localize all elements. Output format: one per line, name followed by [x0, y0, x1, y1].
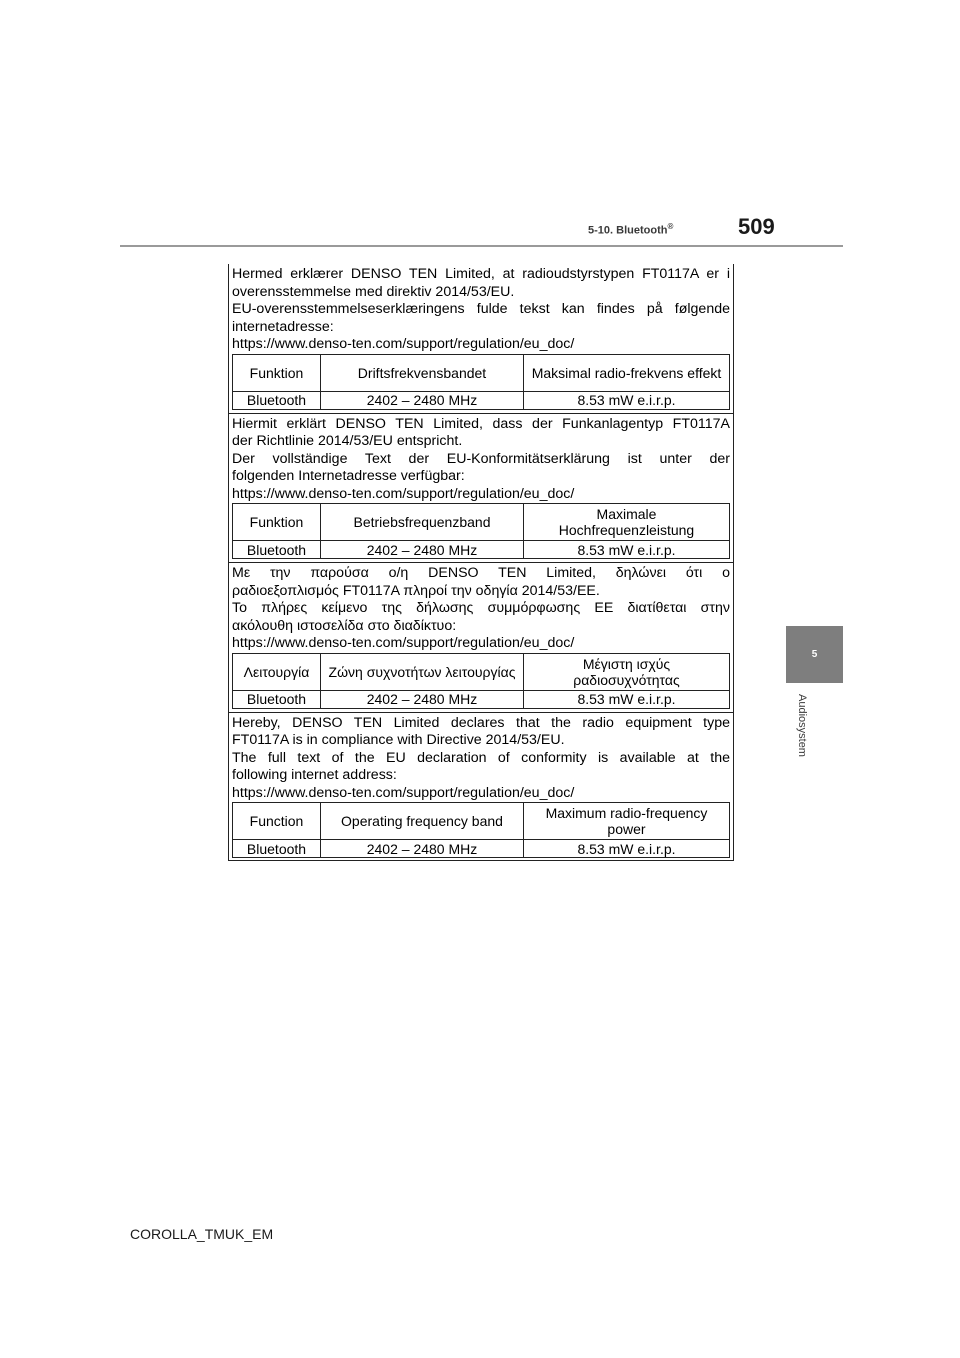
header-cell-power: Maximum radio-frequency power — [524, 803, 730, 840]
header-cell-power: Μέγιστη ισχύς ραδιοσυχνότητας — [524, 653, 730, 690]
declaration-danish — [229, 264, 733, 410]
header-cell-power: Maximale Hochfrequenzleistung — [524, 504, 730, 541]
header-divider — [120, 245, 843, 247]
declaration-line: der Richtlinie 2014/53/EU entspricht. — [232, 433, 463, 449]
cell-band: 2402 – 2480 MHz — [321, 541, 524, 559]
cell-function: Bluetooth — [233, 391, 321, 409]
declaration-line: The full text of the EU declaration of conformity is available at the — [232, 749, 730, 766]
declaration-german — [229, 413, 733, 560]
page-number: 509 — [738, 214, 775, 239]
header-cell-function: Funktion — [233, 354, 321, 391]
cell-function: Bluetooth — [233, 541, 321, 559]
spec-table — [232, 653, 730, 709]
header-cell-band: Ζώνη συχνοτήτων λειτουργίας — [321, 653, 524, 690]
declaration-line: folgenden Internetadresse verfügbar: — [232, 468, 465, 484]
declaration-line: FT0117A is in compliance with Directive 2014/53/EU. — [232, 732, 565, 748]
spec-table — [232, 503, 730, 559]
cell-band: 2402 – 2480 MHz — [321, 840, 524, 858]
cell-power: 8.53 mW e.i.r.p. — [524, 690, 730, 708]
declaration-line: Με την παρούσα ο/η DENSO TEN Limited, δηλώνει ότι ο — [232, 565, 730, 581]
declaration-line: Hermed erklærer DENSO TEN Limited, at radioudstyrstypen FT0117A er i — [232, 266, 730, 282]
declaration-line: EU-overensstemmelseserklæringens fulde tekst kan findes på følgende — [232, 301, 730, 317]
registered-mark: ® — [667, 222, 674, 231]
section-title: 5-10. Bluetooth® — [588, 222, 674, 237]
declaration-english — [229, 712, 733, 859]
declaration-line: internetadresse: — [232, 318, 334, 335]
declaration-url[interactable]: https://www.denso-ten.com/support/regulation/eu_doc/ — [232, 784, 575, 801]
declaration-line: ραδιοεξοπλισμός FT0117A πληροί την οδηγία 2014/53/ΕΕ. — [232, 582, 600, 599]
cell-band: 2402 – 2480 MHz — [321, 690, 524, 708]
header-cell-band: Operating frequency band — [321, 803, 524, 840]
header-cell-band: Driftsfrekvensbandet — [321, 354, 524, 391]
header-cell-function: Funktion — [233, 504, 321, 541]
cell-power: 8.53 mW e.i.r.p. — [524, 391, 730, 409]
declaration-line: Hiermit erklärt DENSO TEN Limited, dass der Funkanlagentyp FT0117A — [232, 415, 730, 432]
header-cell-band: Betriebsfrequenzband — [321, 504, 524, 541]
spec-table — [232, 354, 730, 410]
document-code: COROLLA_TMUK_EM — [130, 1226, 274, 1242]
declaration-url[interactable]: https://www.denso-ten.com/support/regulation/eu_doc/ — [232, 635, 575, 651]
header-cell-function: Function — [233, 803, 321, 840]
chapter-label: Audiosystem — [796, 694, 808, 757]
cell-power: 8.53 mW e.i.r.p. — [524, 840, 730, 858]
chapter-tab[interactable]: 5 — [786, 626, 843, 683]
declaration-line: ακόλουθη ιστοσελίδα στο διαδίκτυο: — [232, 617, 457, 634]
cell-band: 2402 – 2480 MHz — [321, 391, 524, 409]
header-cell-function: Λειτουργία — [233, 653, 321, 690]
cell-function: Bluetooth — [233, 840, 321, 858]
declaration-line: Το πλήρες κείμενο της δήλωσης συμμόρφωσης ΕΕ διατίθεται στην — [232, 600, 730, 616]
cell-power: 8.53 mW e.i.r.p. — [524, 541, 730, 559]
declaration-greek — [229, 562, 733, 709]
cell-function: Bluetooth — [233, 690, 321, 708]
declaration-url[interactable]: https://www.denso-ten.com/support/regulation/eu_doc/ — [232, 336, 575, 352]
declaration-box — [228, 264, 734, 861]
header-cell-power: Maksimal radio-frekvens effekt — [524, 354, 730, 391]
spec-table — [232, 802, 730, 858]
declaration-line: Der vollständige Text der EU-Konformitätserklärung ist unter der — [232, 450, 730, 467]
declaration-line: overensstemmelse med direktiv 2014/53/EU. — [232, 283, 515, 300]
declaration-url[interactable]: https://www.denso-ten.com/support/regulation/eu_doc/ — [232, 485, 575, 502]
declaration-line: following internet address: — [232, 767, 397, 783]
declaration-line: Hereby, DENSO TEN Limited declares that the radio equipment type — [232, 714, 730, 731]
